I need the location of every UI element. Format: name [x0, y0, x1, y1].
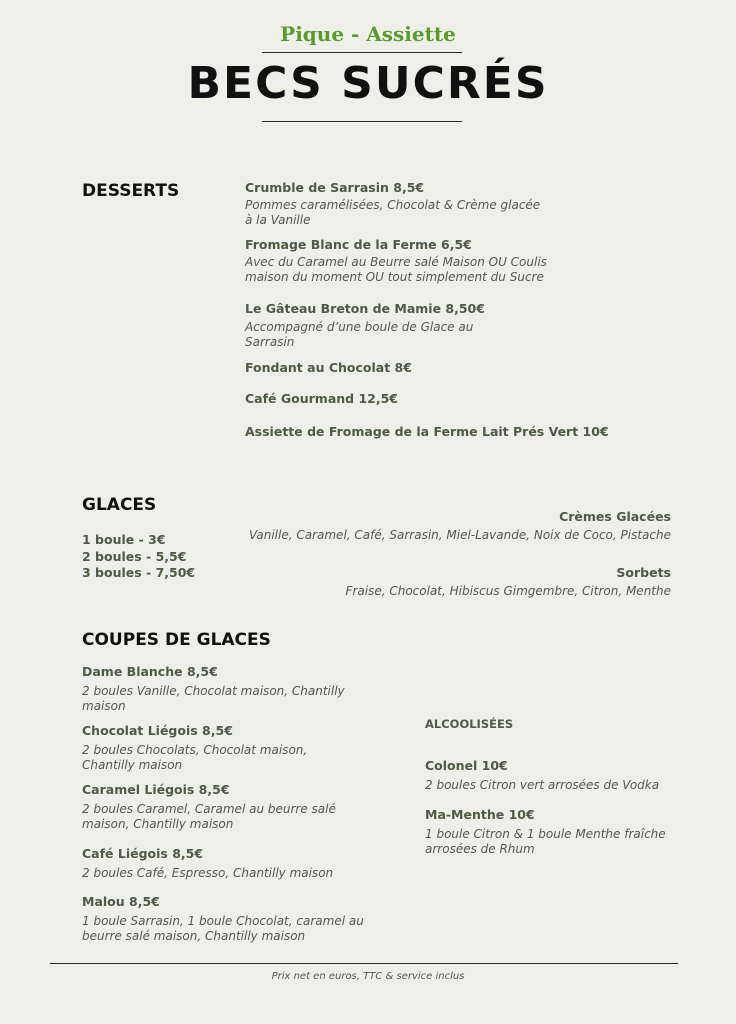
sorbets-title: Sorbets	[616, 565, 671, 580]
alcool-description: 1 boule Citron & 1 boule Menthe fraîche arrosées de Rhum	[425, 827, 666, 856]
cremes-glacees-title: Crèmes Glacées	[559, 509, 671, 524]
cremes-glacees-list: Vanille, Caramel, Café, Sarrasin, Miel-Lavande, Noix de Coco, Pistache	[248, 528, 671, 542]
dessert-name: Café Gourmand 12,5€	[245, 391, 398, 406]
dessert-name: Le Gâteau Breton de Mamie 8,50€	[245, 301, 485, 316]
coupe-item	[82, 664, 372, 714]
alcool-description: 2 boules Citron vert arrosées de Vodka	[425, 778, 660, 792]
alcool-item	[425, 758, 695, 793]
coupes-section-title: COUPES DE GLACES	[82, 630, 271, 650]
coupe-item	[82, 723, 342, 773]
coupe-description: 2 boules Chocolats, Chocolat maison, Chantilly maison	[82, 743, 308, 772]
dessert-name: Crumble de Sarrasin 8,5€	[245, 180, 425, 195]
desserts-section-title: DESSERTS	[82, 181, 180, 201]
coupe-item	[82, 846, 382, 881]
glaces-section-title: GLACES	[82, 495, 157, 515]
brand-name: Pique - Assiette	[280, 22, 456, 46]
page-title: BECS SUCRÉS	[187, 58, 549, 109]
dessert-item	[245, 180, 545, 228]
dessert-item	[245, 424, 609, 439]
sorbets-list: Fraise, Chocolat, Hibiscus Gimgembre, Citron, Menthe	[345, 584, 671, 598]
dessert-item	[245, 391, 398, 406]
coupe-name: Chocolat Liégois 8,5€	[82, 723, 233, 738]
alcool-name: Ma-Menthe 10€	[425, 807, 535, 822]
coupe-description: 2 boules Caramel, Caramel au beurre salé maison, Chantilly maison	[82, 802, 336, 831]
glace-price-3: 3 boules - 7,50€	[82, 565, 196, 580]
alcool-name: Colonel 10€	[425, 758, 508, 773]
coupe-name: Café Liégois 8,5€	[82, 846, 204, 861]
glaces-price-list	[82, 532, 195, 582]
coupe-description: 1 boule Sarrasin, 1 boule Chocolat, caramel au beurre salé maison, Chantilly maison	[82, 914, 364, 943]
alcoolisees-title: ALCOOLISÉES	[425, 717, 514, 731]
header-divider-bottom	[262, 121, 462, 122]
dessert-name: Assiette de Fromage de la Ferme Lait Prés Vert 10€	[245, 424, 609, 439]
dessert-name: Fondant au Chocolat 8€	[245, 360, 412, 375]
dessert-item	[245, 237, 565, 285]
glace-price-1: 1 boule - 3€	[82, 532, 166, 547]
coupe-description: 2 boules Café, Espresso, Chantilly maison	[82, 866, 334, 880]
footer-divider	[50, 963, 678, 964]
footer-note: Prix net en euros, TTC & service inclus	[271, 971, 465, 982]
coupe-item	[82, 894, 367, 944]
coupe-name: Dame Blanche 8,5€	[82, 664, 218, 679]
dessert-item	[245, 360, 412, 375]
dessert-name: Fromage Blanc de la Ferme 6,5€	[245, 237, 472, 252]
coupe-name: Malou 8,5€	[82, 894, 160, 909]
dessert-description: Pommes caramélisées, Chocolat & Crème glacée à la Vanille	[245, 198, 541, 227]
coupe-item	[82, 782, 372, 832]
header-divider-top	[262, 52, 462, 53]
coupe-description: 2 boules Vanille, Chocolat maison, Chantilly maison	[82, 684, 345, 713]
dessert-description: Avec du Caramel au Beurre salé Maison OU Coulis maison du moment OU tout simplement du Sucre	[245, 255, 547, 284]
dessert-description: Accompagné d’une boule de Glace au Sarrasin	[245, 320, 474, 349]
glace-price-2: 2 boules - 5,5€	[82, 548, 187, 564]
coupe-name: Caramel Liégois 8,5€	[82, 782, 230, 797]
dessert-item	[245, 301, 515, 350]
alcool-item	[425, 807, 685, 857]
